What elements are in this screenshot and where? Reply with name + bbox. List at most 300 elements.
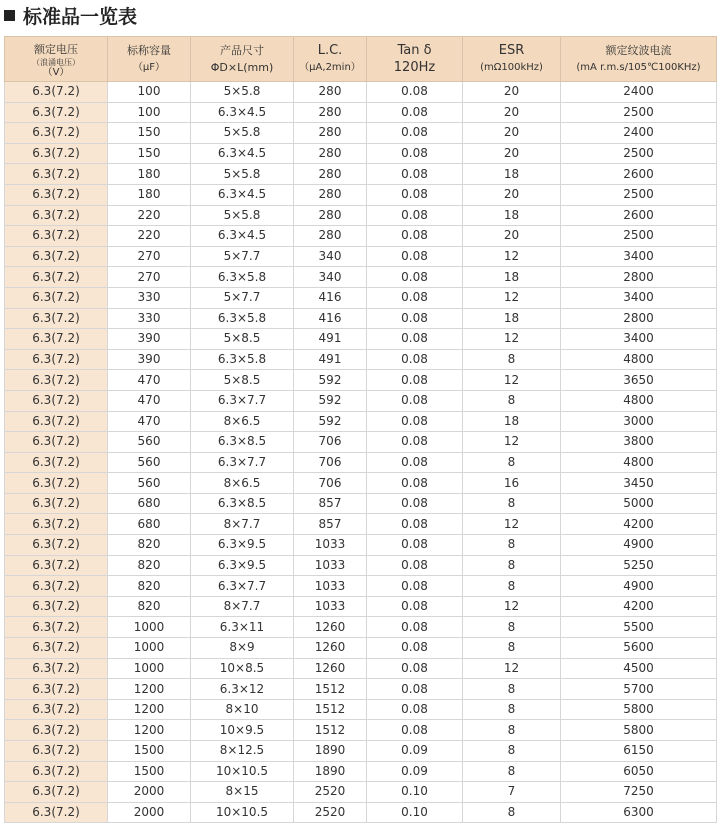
lc-cell: 1033 [294,535,367,556]
capacitance-cell: 1200 [108,720,191,741]
spec-table [4,36,717,823]
ripple-current-cell: 3450 [561,473,717,494]
ripple-current-cell: 2800 [561,308,717,329]
esr-cell: 20 [463,82,561,103]
esr-cell: 20 [463,143,561,164]
lc-cell: 280 [294,205,367,226]
lc-cell: 1260 [294,617,367,638]
table-row [5,761,717,782]
ripple-current-cell: 6300 [561,802,717,823]
table-body [5,82,717,823]
voltage-cell: 6.3(7.2) [5,802,108,823]
voltage-cell: 6.3(7.2) [5,184,108,205]
table-row [5,123,717,144]
esr-cell: 12 [463,432,561,453]
ripple-current-cell: 6150 [561,741,717,762]
esr-cell: 20 [463,102,561,123]
tan-delta-cell: 0.08 [367,349,463,370]
size-cell: 6.3×5.8 [191,349,294,370]
table-row [5,576,717,597]
tan-delta-cell: 0.08 [367,205,463,226]
voltage-cell: 6.3(7.2) [5,287,108,308]
lc-cell: 1260 [294,638,367,659]
ripple-current-cell: 4200 [561,596,717,617]
table-row [5,452,717,473]
capacitance-cell: 220 [108,226,191,247]
tan-delta-cell: 0.08 [367,329,463,350]
tan-delta-cell: 0.08 [367,699,463,720]
voltage-cell: 6.3(7.2) [5,720,108,741]
voltage-cell: 6.3(7.2) [5,535,108,556]
capacitance-cell: 1500 [108,741,191,762]
voltage-cell: 6.3(7.2) [5,617,108,638]
voltage-cell: 6.3(7.2) [5,370,108,391]
voltage-cell: 6.3(7.2) [5,638,108,659]
lc-cell: 2520 [294,802,367,823]
esr-cell: 12 [463,514,561,535]
lc-cell: 280 [294,184,367,205]
size-cell: 8×7.7 [191,596,294,617]
size-cell: 10×8.5 [191,658,294,679]
lc-cell: 857 [294,493,367,514]
voltage-cell: 6.3(7.2) [5,164,108,185]
voltage-cell: 6.3(7.2) [5,390,108,411]
voltage-cell: 6.3(7.2) [5,411,108,432]
size-cell: 5×5.8 [191,82,294,103]
tan-delta-cell: 0.10 [367,782,463,803]
size-cell: 10×10.5 [191,761,294,782]
size-cell: 6.3×4.5 [191,226,294,247]
table-row [5,514,717,535]
capacitance-cell: 2000 [108,802,191,823]
voltage-cell: 6.3(7.2) [5,102,108,123]
voltage-cell: 6.3(7.2) [5,514,108,535]
table-row [5,493,717,514]
table-row [5,473,717,494]
table-row [5,802,717,823]
esr-cell: 8 [463,535,561,556]
esr-cell: 8 [463,390,561,411]
esr-cell: 18 [463,308,561,329]
tan-delta-cell: 0.08 [367,102,463,123]
capacitance-cell: 820 [108,596,191,617]
esr-cell: 8 [463,679,561,700]
tan-delta-cell: 0.08 [367,535,463,556]
tan-delta-cell: 0.08 [367,82,463,103]
esr-cell: 12 [463,658,561,679]
lc-cell: 1260 [294,658,367,679]
ripple-current-cell: 3000 [561,411,717,432]
table-row [5,658,717,679]
size-cell: 5×5.8 [191,164,294,185]
ripple-current-cell: 4900 [561,535,717,556]
esr-cell: 12 [463,596,561,617]
lc-cell: 1512 [294,720,367,741]
capacitance-cell: 1000 [108,617,191,638]
tan-delta-cell: 0.08 [367,123,463,144]
ripple-current-cell: 4200 [561,514,717,535]
table-row [5,699,717,720]
capacitance-cell: 1500 [108,761,191,782]
esr-cell: 8 [463,741,561,762]
size-cell: 8×6.5 [191,473,294,494]
size-cell: 8×7.7 [191,514,294,535]
esr-cell: 18 [463,411,561,432]
size-cell: 6.3×8.5 [191,493,294,514]
lc-cell: 280 [294,82,367,103]
tan-delta-cell: 0.08 [367,226,463,247]
table-row [5,184,717,205]
voltage-cell: 6.3(7.2) [5,741,108,762]
size-cell: 6.3×4.5 [191,102,294,123]
esr-cell: 20 [463,226,561,247]
tan-delta-cell: 0.08 [367,617,463,638]
header-ripple-current: 额定纹波电流 (mA r.m.s/105℃100KHz) [561,37,717,82]
tan-delta-cell: 0.08 [367,452,463,473]
size-cell: 5×5.8 [191,205,294,226]
capacitance-cell: 1000 [108,638,191,659]
size-cell: 8×12.5 [191,741,294,762]
capacitance-cell: 1000 [108,658,191,679]
ripple-current-cell: 4900 [561,576,717,597]
tan-delta-cell: 0.08 [367,658,463,679]
tan-delta-cell: 0.10 [367,802,463,823]
lc-cell: 1033 [294,555,367,576]
size-cell: 10×9.5 [191,720,294,741]
lc-cell: 280 [294,123,367,144]
size-cell: 5×8.5 [191,370,294,391]
lc-cell: 1512 [294,699,367,720]
size-cell: 5×5.8 [191,123,294,144]
capacitance-cell: 820 [108,535,191,556]
table-row [5,329,717,350]
tan-delta-cell: 0.08 [367,308,463,329]
lc-cell: 280 [294,164,367,185]
voltage-cell: 6.3(7.2) [5,432,108,453]
capacitance-cell: 1200 [108,679,191,700]
ripple-current-cell: 4800 [561,390,717,411]
tan-delta-cell: 0.09 [367,761,463,782]
header-rated-voltage: 额定电压 （浪涌电压） （V） [5,37,108,82]
lc-cell: 2520 [294,782,367,803]
size-cell: 10×10.5 [191,802,294,823]
esr-cell: 18 [463,267,561,288]
tan-delta-cell: 0.08 [367,514,463,535]
voltage-cell: 6.3(7.2) [5,246,108,267]
header-esr: ESR (mΩ100kHz) [463,37,561,82]
lc-cell: 592 [294,390,367,411]
tan-delta-cell: 0.08 [367,370,463,391]
size-cell: 6.3×5.8 [191,308,294,329]
table-row [5,349,717,370]
table-row [5,741,717,762]
esr-cell: 8 [463,576,561,597]
esr-cell: 8 [463,617,561,638]
capacitance-cell: 560 [108,452,191,473]
table-row [5,555,717,576]
ripple-current-cell: 7250 [561,782,717,803]
esr-cell: 8 [463,349,561,370]
lc-cell: 1890 [294,761,367,782]
capacitance-cell: 180 [108,164,191,185]
voltage-cell: 6.3(7.2) [5,699,108,720]
page-title [4,0,137,30]
esr-cell: 12 [463,246,561,267]
lc-cell: 857 [294,514,367,535]
capacitance-cell: 270 [108,246,191,267]
size-cell: 8×6.5 [191,411,294,432]
header-leakage-current: L.C. （μA,2min） [294,37,367,82]
capacitance-cell: 390 [108,349,191,370]
table-row [5,226,717,247]
size-cell: 6.3×5.8 [191,267,294,288]
size-cell: 5×7.7 [191,287,294,308]
ripple-current-cell: 2400 [561,123,717,144]
size-cell: 8×15 [191,782,294,803]
voltage-cell: 6.3(7.2) [5,452,108,473]
voltage-cell: 6.3(7.2) [5,555,108,576]
voltage-cell: 6.3(7.2) [5,308,108,329]
tan-delta-cell: 0.08 [367,493,463,514]
tan-delta-cell: 0.08 [367,411,463,432]
capacitance-cell: 560 [108,473,191,494]
table-row [5,143,717,164]
tan-delta-cell: 0.08 [367,720,463,741]
size-cell: 6.3×9.5 [191,535,294,556]
ripple-current-cell: 5700 [561,679,717,700]
ripple-current-cell: 5800 [561,699,717,720]
lc-cell: 280 [294,102,367,123]
ripple-current-cell: 2600 [561,205,717,226]
size-cell: 6.3×7.7 [191,576,294,597]
esr-cell: 8 [463,638,561,659]
table-row [5,535,717,556]
esr-cell: 12 [463,370,561,391]
capacitance-cell: 820 [108,555,191,576]
voltage-cell: 6.3(7.2) [5,82,108,103]
table-row [5,205,717,226]
ripple-current-cell: 2800 [561,267,717,288]
ripple-current-cell: 5600 [561,638,717,659]
size-cell: 6.3×8.5 [191,432,294,453]
ripple-current-cell: 4800 [561,452,717,473]
esr-cell: 18 [463,205,561,226]
lc-cell: 340 [294,246,367,267]
size-cell: 6.3×7.7 [191,452,294,473]
esr-cell: 8 [463,493,561,514]
ripple-current-cell: 2500 [561,184,717,205]
capacitance-cell: 470 [108,411,191,432]
size-cell: 6.3×7.7 [191,390,294,411]
lc-cell: 592 [294,411,367,432]
table-row [5,164,717,185]
capacitance-cell: 2000 [108,782,191,803]
table-row [5,267,717,288]
lc-cell: 1512 [294,679,367,700]
table-row [5,370,717,391]
capacitance-cell: 680 [108,514,191,535]
esr-cell: 7 [463,782,561,803]
voltage-cell: 6.3(7.2) [5,493,108,514]
capacitance-cell: 470 [108,390,191,411]
voltage-cell: 6.3(7.2) [5,473,108,494]
size-cell: 6.3×12 [191,679,294,700]
esr-cell: 8 [463,720,561,741]
tan-delta-cell: 0.09 [367,741,463,762]
table-row [5,638,717,659]
esr-cell: 16 [463,473,561,494]
voltage-cell: 6.3(7.2) [5,267,108,288]
header-tan-delta: Tan δ 120Hz [367,37,463,82]
lc-cell: 706 [294,432,367,453]
esr-cell: 20 [463,184,561,205]
size-cell: 5×7.7 [191,246,294,267]
size-cell: 8×10 [191,699,294,720]
ripple-current-cell: 2500 [561,143,717,164]
ripple-current-cell: 4800 [561,349,717,370]
capacitance-cell: 180 [108,184,191,205]
esr-cell: 18 [463,164,561,185]
lc-cell: 1033 [294,596,367,617]
ripple-current-cell: 3650 [561,370,717,391]
table-row [5,617,717,638]
tan-delta-cell: 0.08 [367,143,463,164]
capacitance-cell: 820 [108,576,191,597]
capacitance-cell: 150 [108,143,191,164]
table-header-row [5,37,717,82]
voltage-cell: 6.3(7.2) [5,658,108,679]
capacitance-cell: 470 [108,370,191,391]
tan-delta-cell: 0.08 [367,390,463,411]
capacitance-cell: 330 [108,287,191,308]
lc-cell: 280 [294,143,367,164]
size-cell: 5×8.5 [191,329,294,350]
table-row [5,102,717,123]
ripple-current-cell: 5800 [561,720,717,741]
table-row [5,679,717,700]
voltage-cell: 6.3(7.2) [5,329,108,350]
lc-cell: 706 [294,452,367,473]
lc-cell: 340 [294,267,367,288]
esr-cell: 12 [463,287,561,308]
tan-delta-cell: 0.08 [367,473,463,494]
table-row [5,287,717,308]
tan-delta-cell: 0.08 [367,576,463,597]
tan-delta-cell: 0.08 [367,287,463,308]
esr-cell: 8 [463,802,561,823]
lc-cell: 280 [294,226,367,247]
table-row [5,411,717,432]
lc-cell: 1033 [294,576,367,597]
ripple-current-cell: 3800 [561,432,717,453]
ripple-current-cell: 5000 [561,493,717,514]
ripple-current-cell: 5500 [561,617,717,638]
voltage-cell: 6.3(7.2) [5,123,108,144]
voltage-cell: 6.3(7.2) [5,143,108,164]
voltage-cell: 6.3(7.2) [5,782,108,803]
tan-delta-cell: 0.08 [367,432,463,453]
capacitance-cell: 270 [108,267,191,288]
voltage-cell: 6.3(7.2) [5,596,108,617]
lc-cell: 416 [294,287,367,308]
capacitance-cell: 220 [108,205,191,226]
esr-cell: 8 [463,555,561,576]
tan-delta-cell: 0.08 [367,555,463,576]
tan-delta-cell: 0.08 [367,679,463,700]
tan-delta-cell: 0.08 [367,184,463,205]
size-cell: 8×9 [191,638,294,659]
esr-cell: 8 [463,699,561,720]
capacitance-cell: 150 [108,123,191,144]
capacitance-cell: 560 [108,432,191,453]
tan-delta-cell: 0.08 [367,246,463,267]
capacitance-cell: 100 [108,102,191,123]
table-row [5,432,717,453]
ripple-current-cell: 5250 [561,555,717,576]
voltage-cell: 6.3(7.2) [5,226,108,247]
esr-cell: 12 [463,329,561,350]
lc-cell: 416 [294,308,367,329]
header-size: 产品尺寸 ΦD×L(mm) [191,37,294,82]
table-row [5,308,717,329]
lc-cell: 592 [294,370,367,391]
table-row [5,782,717,803]
tan-delta-cell: 0.08 [367,267,463,288]
esr-cell: 8 [463,452,561,473]
tan-delta-cell: 0.08 [367,596,463,617]
page-title-text: 标准品一览表 [23,5,138,28]
esr-cell: 20 [463,123,561,144]
header-capacitance: 标称容量 （μF） [108,37,191,82]
tan-delta-cell: 0.08 [367,638,463,659]
table-row [5,720,717,741]
ripple-current-cell: 2400 [561,82,717,103]
tan-delta-cell: 0.08 [367,164,463,185]
size-cell: 6.3×11 [191,617,294,638]
capacitance-cell: 390 [108,329,191,350]
ripple-current-cell: 2500 [561,226,717,247]
ripple-current-cell: 3400 [561,329,717,350]
ripple-current-cell: 2600 [561,164,717,185]
capacitance-cell: 1200 [108,699,191,720]
voltage-cell: 6.3(7.2) [5,679,108,700]
capacitance-cell: 100 [108,82,191,103]
table-row [5,82,717,103]
lc-cell: 491 [294,349,367,370]
voltage-cell: 6.3(7.2) [5,576,108,597]
capacitance-cell: 330 [108,308,191,329]
size-cell: 6.3×4.5 [191,143,294,164]
lc-cell: 706 [294,473,367,494]
ripple-current-cell: 4500 [561,658,717,679]
table-row [5,596,717,617]
voltage-cell: 6.3(7.2) [5,761,108,782]
size-cell: 6.3×9.5 [191,555,294,576]
ripple-current-cell: 6050 [561,761,717,782]
capacitance-cell: 680 [108,493,191,514]
ripple-current-cell: 3400 [561,246,717,267]
lc-cell: 491 [294,329,367,350]
table-row [5,390,717,411]
bullet-square-icon [4,10,15,21]
ripple-current-cell: 2500 [561,102,717,123]
voltage-cell: 6.3(7.2) [5,349,108,370]
lc-cell: 1890 [294,741,367,762]
ripple-current-cell: 3400 [561,287,717,308]
esr-cell: 8 [463,761,561,782]
voltage-cell: 6.3(7.2) [5,205,108,226]
table-row [5,246,717,267]
